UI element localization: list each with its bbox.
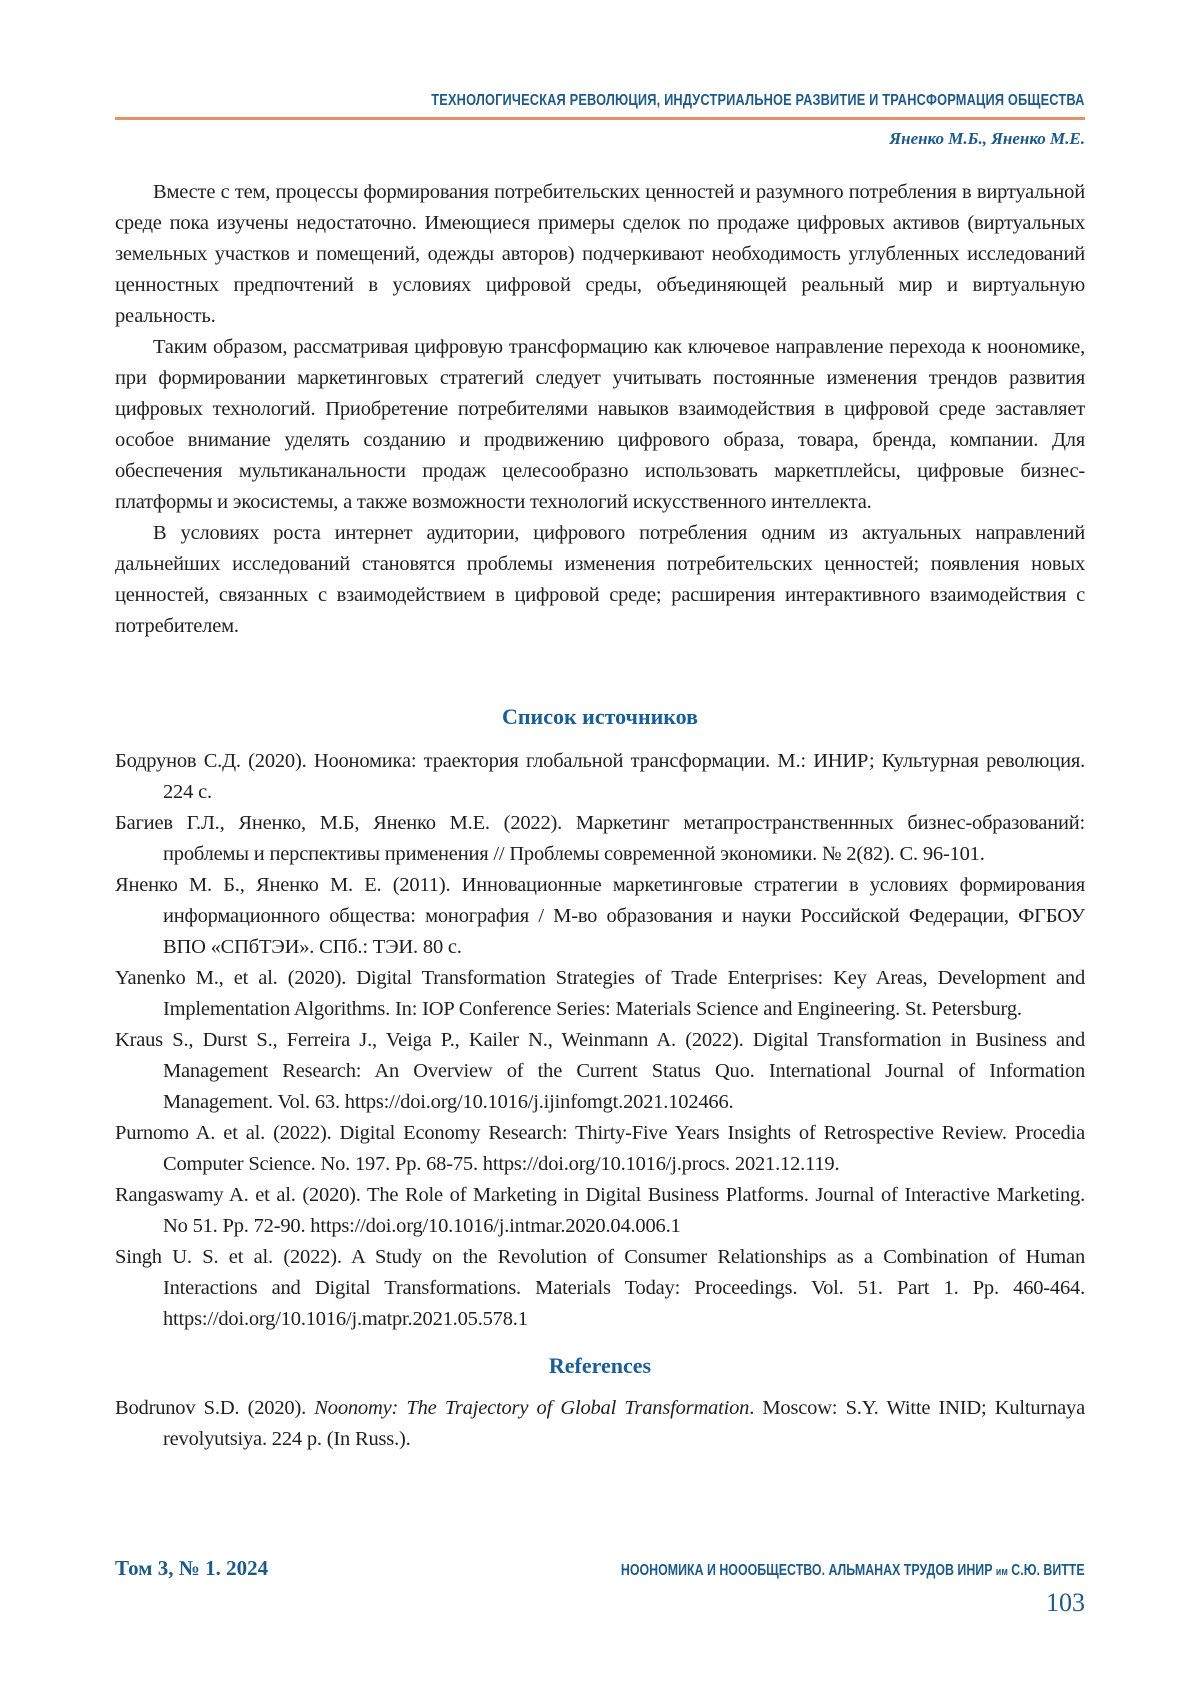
- references-list: [115, 1393, 1085, 1455]
- footer-journal-text: [621, 1562, 1085, 1580]
- source-item: Purnomo A. et al. (2022). Digital Economy Research: Thirty-Five Years Insights of Retrospective Review. Procedia Computer Science. No. 197. Pp. 68-75. https://doi.org/10.1016/j.procs. 2021.12.119.: [115, 1122, 1085, 1175]
- source-item: Singh U. S. et al. (2022). A Study on the Revolution of Consumer Relationships as a Combination of Human Interactions and Digital Transformations. Materials Today: Proceedings. Vol. 51. Part 1. Pp. 460-464. https://doi.org/10.1016/j.matpr.2021.05.578.1: [115, 1246, 1085, 1330]
- source-item: Rangaswamy A. et al. (2020). The Role of Marketing in Digital Business Platforms. Journal of Interactive Marketing. No 51. Pp. 72-90. https://doi.org/10.1016/j.intmar.2020.04.006.1: [115, 1184, 1085, 1237]
- header-rule: [115, 117, 1085, 120]
- source-item: Яненко М. Б., Яненко М. Е. (2011). Инновационные маркетинговые стратегии в условиях формирования информационного общества: монография / М-во образования и науки Российской Федерации, ФГБОУ ВПО «СПбТЭИ». СПб.: ТЭИ. 80 с.: [115, 874, 1085, 958]
- reference-prefix: Bodrunov S.D. (2020).: [115, 1397, 315, 1419]
- sources-list: [115, 746, 1085, 1335]
- sources-heading: Список источников: [501, 704, 699, 729]
- footer-journal-suffix: С.Ю. ВИТТЕ: [1008, 1562, 1085, 1579]
- body-paragraph: В условиях роста интернет аудитории, цифрового потребления одним из актуальных направлений дальнейших исследований становятся проблемы изменения потребительских ценностей; появления новых ценностей, связанных с взаимодействием в цифровой среде; расширения интерактивного взаимодействия с потребителем.: [115, 522, 1085, 637]
- footer-journal-im: им: [996, 1566, 1009, 1578]
- running-head-title: ТЕХНОЛОГИЧЕСКАЯ РЕВОЛЮЦИЯ, ИНДУСТРИАЛЬНОЕ РАЗВИТИЕ И ТРАНСФОРМАЦИЯ ОБЩЕСТВА: [431, 92, 1085, 109]
- footer-journal-prefix: НООНОМИКА И НОООБЩЕСТВО. АЛЬМАНАХ ТРУДОВ ИНИР: [621, 1562, 997, 1579]
- reference-title-italic: Noonomy: The Trajectory of Global Transformation: [314, 1397, 750, 1419]
- footer-volume: Том 3, № 1. 2024: [115, 1556, 269, 1580]
- source-item: Yanenko M., et al. (2020). Digital Transformation Strategies of Trade Enterprises: Key Areas, Development and Implementation Algorithms. In: IOP Conference Series: Materials Science and Engineering. St. Petersburg.: [115, 967, 1085, 1020]
- authors-line: Яненко М.Б., Яненко М.Е.: [889, 129, 1085, 148]
- reference-item: [115, 1393, 1085, 1455]
- page-content: [115, 92, 1085, 1455]
- source-item: Kraus S., Durst S., Ferreira J., Veiga P., Kailer N., Weinmann A. (2022). Digital Transformation in Business and Management Research: An Overview of the Current Status Quo. International Journal of Information Management. Vol. 63. https://doi.org/10.1016/j.ijinfomgt.2021.102466.: [115, 1029, 1085, 1113]
- page-footer: [115, 1556, 1085, 1581]
- body-paragraph: Таким образом, рассматривая цифровую трансформацию как ключевое направление перехода к ноономике, при формировании маркетинговых стратегий следует учитывать постоянные изменения трендов развития цифровых технологий. Приобретение потребителями навыков взаимодействия в цифровой среде заставляет особое внимание уделять созданию и продвижению цифрового образа, товара, бренда, компании. Для обеспечения мультиканальности продаж целесообразно использовать маркетплейсы, цифровые бизнес-платформы и экосистемы, а также возможности технологий искусственного интеллекта.: [115, 336, 1085, 513]
- source-item: Бодрунов С.Д. (2020). Ноономика: траектория глобальной трансформации. М.: ИНИР; Культурная революция. 224 с.: [115, 750, 1085, 803]
- source-item: Багиев Г.Л., Яненко, М.Б, Яненко М.Е. (2022). Маркетинг метапространственнных бизнес-образований: проблемы и перспективы применения // Проблемы современной экономики. № 2(82). С. 96-101.: [115, 812, 1085, 865]
- reference-suffix: . Moscow: S.Y. Witte INID; Kulturnaya revolyutsiya. 224 p. (In Russ.).: [163, 1397, 1085, 1450]
- article-body: [115, 177, 1085, 642]
- running-head: [115, 92, 1085, 110]
- page-number: 103: [1046, 1588, 1085, 1617]
- footer-journal: [505, 1562, 1085, 1580]
- references-heading: References: [548, 1353, 652, 1378]
- body-paragraph: Вместе с тем, процессы формирования потребительских ценностей и разумного потребления в виртуальной среде пока изучены недостаточно. Имеющиеся примеры сделок по продаже цифровых активов (виртуальных земельных участков и помещений, одежды авторов) подчеркивают необходимость углубленных исследований ценностных предпочтений в условиях цифровой среды, объединяющей реальный мир и виртуальную реальность.: [115, 181, 1085, 327]
